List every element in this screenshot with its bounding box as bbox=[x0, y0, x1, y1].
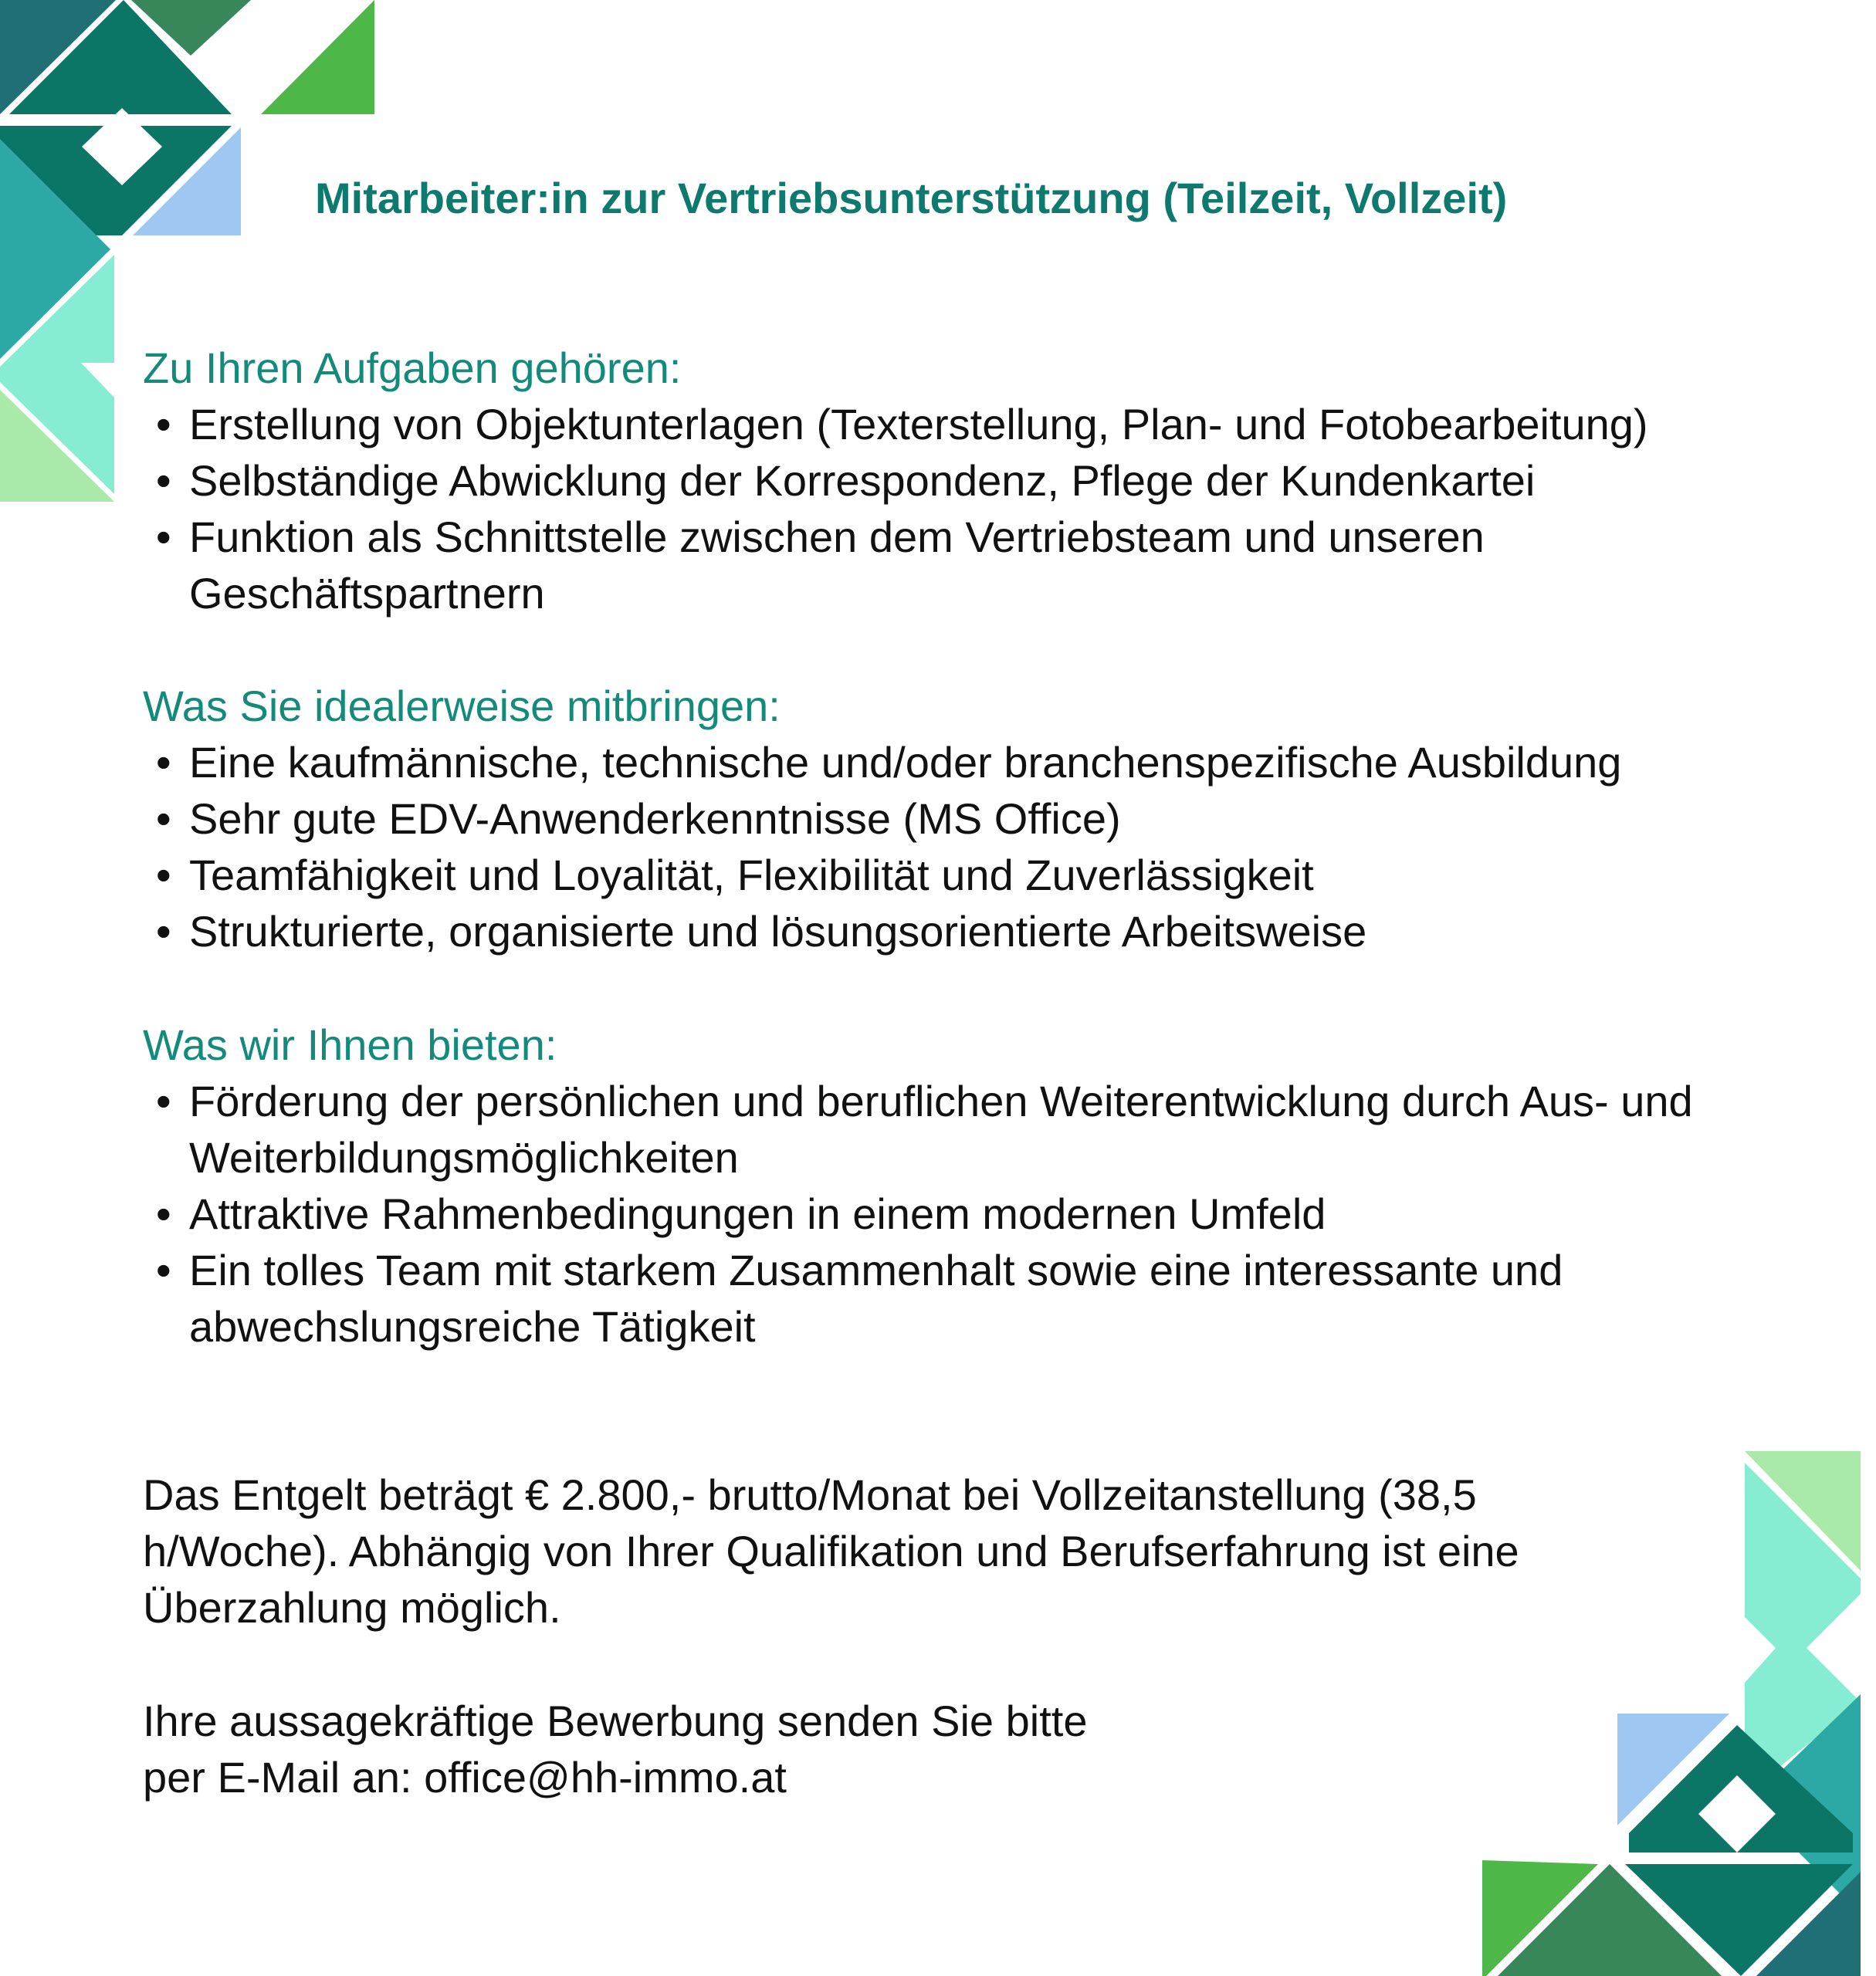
list-item: • Strukturierte, organisierte und lösungsorientierte Arbeitsweise bbox=[156, 903, 1816, 959]
bullet-dot: • bbox=[156, 794, 171, 843]
benefits-list bbox=[156, 1073, 1816, 1355]
bullet-dot: • bbox=[156, 1189, 171, 1238]
section-heading-benefits: Was wir Ihnen bieten: bbox=[143, 1020, 557, 1069]
job-title: Mitarbeiter:in zur Vertriebsunterstützung (Teilzeit, Vollzeit) bbox=[315, 174, 1508, 222]
section-heading-tasks: Zu Ihren Aufgaben gehören: bbox=[143, 343, 682, 392]
list-item: • Selbständige Abwicklung der Korrespondenz, Pflege der Kundenkartei bbox=[156, 452, 1816, 509]
list-item: • Erstellung von Objektunterlagen (Texterstellung, Plan- und Fotobearbeitung) bbox=[156, 396, 1816, 452]
salary-line: Das Entgelt beträgt € 2.800,- brutto/Monat bei Vollzeitanstellung (38,5 bbox=[143, 1470, 1477, 1519]
bullet-dot: • bbox=[156, 1246, 171, 1294]
list-item: • Attraktive Rahmenbedingungen in einem modernen Umfeld bbox=[156, 1186, 1816, 1242]
requirements-list bbox=[156, 734, 1816, 959]
bullet-dot: • bbox=[156, 738, 171, 787]
list-item: • Eine kaufmännische, technische und/oder branchenspezifische Ausbildung bbox=[156, 734, 1816, 790]
application-paragraph bbox=[143, 1693, 1087, 1805]
deco-shape-green-bright bbox=[261, 0, 374, 114]
decorative-pattern-bottom-right bbox=[1482, 1451, 1876, 1976]
salary-line: h/Woche). Abhängig von Ihrer Qualifikation und Berufserfahrung ist eine bbox=[143, 1527, 1519, 1575]
bullet-dot: • bbox=[156, 456, 171, 505]
bullet-dot: • bbox=[156, 513, 171, 561]
bullet-dot: • bbox=[156, 1077, 171, 1125]
bullet-dot: • bbox=[156, 400, 171, 448]
list-item: • Ein tolles Team mit starkem Zusammenhalt sowie eine interessante und abwechslungsreiche Tätigkeit bbox=[156, 1242, 1834, 1355]
application-line: per E-Mail an: office@hh-immo.at bbox=[143, 1753, 787, 1802]
bullet-dot: • bbox=[156, 851, 171, 899]
tasks-list bbox=[156, 396, 1816, 621]
list-item: • Förderung der persönlichen und beruflichen Weiterentwicklung durch Aus- und Weiterbildungsmöglichkeiten bbox=[156, 1073, 1756, 1186]
list-item: • Teamfähigkeit und Loyalität, Flexibilität und Zuverlässigkeit bbox=[156, 847, 1816, 903]
application-line: Ihre aussagekräftige Bewerbung senden Sie bitte bbox=[143, 1697, 1088, 1745]
list-item: • Funktion als Schnittstelle zwischen dem Vertriebsteam und unseren Geschäftspartnern bbox=[156, 509, 1710, 621]
bullet-dot: • bbox=[156, 907, 171, 956]
section-heading-requirements: Was Sie idealerweise mitbringen: bbox=[143, 682, 781, 730]
list-item: • Sehr gute EDV-Anwenderkenntnisse (MS Office) bbox=[156, 790, 1816, 847]
salary-line: Überzahlung möglich. bbox=[143, 1583, 561, 1632]
salary-paragraph bbox=[143, 1467, 1519, 1636]
